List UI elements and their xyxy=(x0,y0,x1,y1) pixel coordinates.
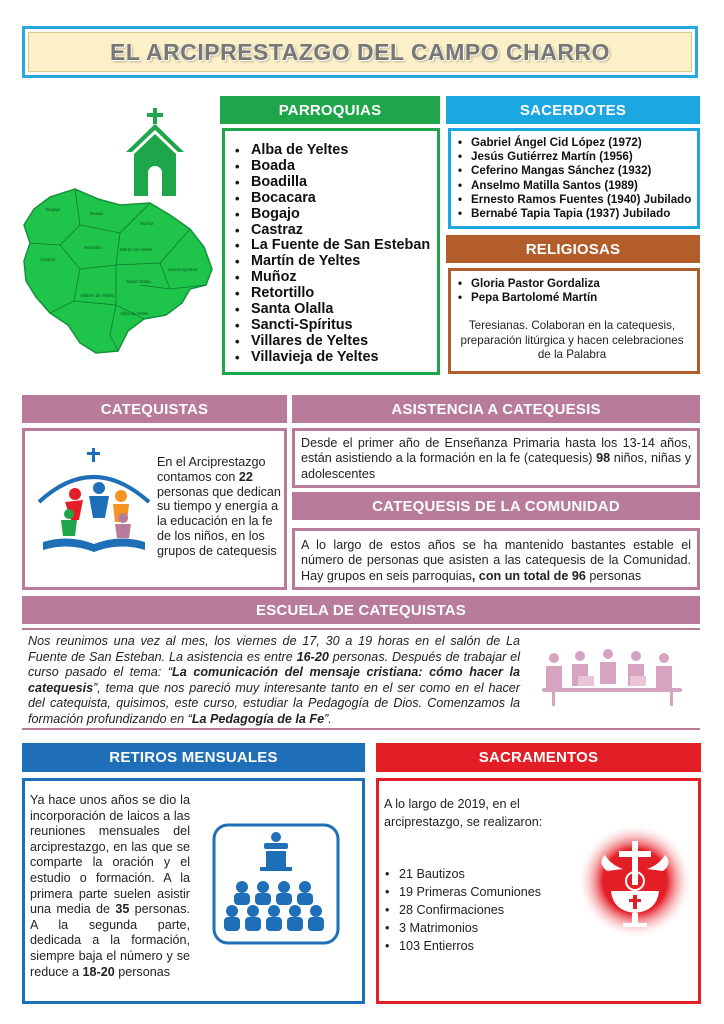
map-label: Retortillo xyxy=(84,245,102,250)
retiros-n1: 35 xyxy=(115,902,130,917)
list-item: • Martín de Yeltes xyxy=(229,254,431,270)
sacramentos-intro: A lo largo de 2019, en el arciprestazgo, se realizaron: xyxy=(384,797,543,829)
list-item: • Santa Olalla xyxy=(229,302,431,318)
list-item: • 3 Matrimonios xyxy=(381,919,561,937)
catequistas-header: CATEQUISTAS xyxy=(22,395,287,423)
religiosas-header: RELIGIOSAS xyxy=(446,235,700,263)
map-label: Alba de Yeltes xyxy=(120,311,149,316)
list-item: • Sancti-Spíritus xyxy=(229,318,431,334)
list-item: • 103 Entierros xyxy=(381,937,561,955)
retiros-header: RETIROS MENSUALES xyxy=(22,743,365,772)
comunidad-box xyxy=(292,528,700,590)
religiosas-note: Teresianas. Colaboran en la catequesis, preparación litúrgica y hacen celebraciones de la Palabra xyxy=(460,319,684,362)
nun-list xyxy=(453,277,691,305)
catequistas-text: En el Arciprestazgo contamos con 22 personas que dedican su tiempo y energía a la educación en la fe de los niños, en los grupos de catequesis xyxy=(157,455,281,558)
escuela-text: Nos reunimos una vez al mes, los viernes de 17, 30 a 19 horas en el salón de La Fuente de San Esteban. La asistencia es entre 16-20 personas. Después de trabajar el curso pasado el tema: “La comunicación del mensaje cristiana: cómo hacer la catequesis”, tema que nos pareció muy interesante tanto en el ser como en el hacer del catequista, quisimos, este curso, estudiar la Pedagogía de Dios. Comenzamos la formación profundizando en “La Pedagogía de la Fe”. xyxy=(28,634,520,726)
list-item: • Gloria Pastor Gordaliza xyxy=(453,277,691,291)
map-label: Santa Olalla xyxy=(126,279,151,284)
sacerdotes-header: SACERDOTES xyxy=(446,96,700,124)
map-label: Sancti-Spíritus xyxy=(168,267,198,272)
list-item: • Villavieja de Yeltes xyxy=(229,350,431,366)
list-item: • Bogajo xyxy=(229,207,431,223)
list-item: • Jesús Gutiérrez Martín (1956) xyxy=(453,150,693,164)
religiosas-box xyxy=(448,268,700,374)
retiros-n2: 18-20 xyxy=(82,964,115,979)
list-item: • Pepa Bartolomé Martín xyxy=(453,291,691,305)
priest-list xyxy=(453,136,693,221)
map-label: Muñoz xyxy=(140,221,154,226)
sacerdotes-box xyxy=(448,128,700,229)
list-item: • Castraz xyxy=(229,223,431,239)
map-label: Villares de Yeltes xyxy=(80,293,115,298)
list-item: • Gabriel Ángel Cid López (1972) xyxy=(453,136,693,150)
list-item: • Anselmo Matilla Santos (1989) xyxy=(453,179,693,193)
list-item: • Ceferino Mangas Sánchez (1932) xyxy=(453,164,693,178)
children-book-icon xyxy=(35,446,153,561)
parroquias-box xyxy=(222,128,440,375)
catequistas-box xyxy=(22,428,287,590)
sacraments-icon xyxy=(575,821,695,941)
asistencia-header: ASISTENCIA A CATEQUESIS xyxy=(292,395,700,423)
title-banner xyxy=(22,26,698,78)
list-item: • Bocacara xyxy=(229,191,431,207)
map-label: Castraz xyxy=(40,257,56,262)
list-item: • 28 Confirmaciones xyxy=(381,901,561,919)
sacramentos-header: SACRAMENTOS xyxy=(376,743,701,772)
list-item: • Boadilla xyxy=(229,175,431,191)
list-item: • 19 Primeras Comuniones xyxy=(381,883,561,901)
map-label: Bogajo xyxy=(46,207,61,212)
asistencia-count: 98 xyxy=(596,451,611,466)
comunidad-header: CATEQUESIS DE LA COMUNIDAD xyxy=(292,492,700,520)
escuela-box xyxy=(22,628,700,730)
comunidad-count: 96 xyxy=(571,568,586,583)
list-item: • Villares de Yeltes xyxy=(229,334,431,350)
parroquias-header: PARROQUIAS xyxy=(220,96,440,124)
catequistas-count: 22 xyxy=(238,469,253,484)
escuela-header: ESCUELA DE CATEQUISTAS xyxy=(22,596,700,624)
list-item: • Muñoz xyxy=(229,270,431,286)
escuela-theme2: La Pedagogía de la Fe xyxy=(191,711,325,726)
list-item: • Retortillo xyxy=(229,286,431,302)
list-item: • Boada xyxy=(229,159,431,175)
escuela-range: 16-20 xyxy=(296,649,329,664)
map-label: Boada xyxy=(90,211,104,216)
sacramentos-box xyxy=(376,778,701,1004)
asistencia-box xyxy=(292,428,700,488)
page-title: EL ARCIPRESTAZGO DEL CAMPO CHARRO xyxy=(28,32,692,72)
parish-list xyxy=(229,143,431,366)
list-item: • La Fuente de San Esteban xyxy=(229,238,431,254)
list-item: • 21 Bautizos xyxy=(381,865,561,883)
list-item: • Bernabé Tapia Tapia (1937) Jubilado xyxy=(453,207,693,221)
escuela-theme: La comunicación del mensaje cristiana: cómo hacer la catequesis xyxy=(28,665,520,695)
map-label: Martín de Yeltes xyxy=(120,247,153,252)
comunidad-text: A lo largo de estos años se ha mantenido bastantes estable el número de personas que asisten a las catequesis de la Comunidad. Hay grupos en seis parroquias, con un total de 96 personas xyxy=(301,538,691,583)
meeting-icon xyxy=(538,644,688,710)
list-item: • Ernesto Ramos Fuentes (1940) Jubilado xyxy=(453,193,693,207)
asistencia-text: Desde el primer año de Enseñanza Primaria hasta los 13-14 años, están asistiendo a la formación en la fe (catequesis) 98 niños, niñas y adolescentes xyxy=(301,436,691,481)
sacramentos-list xyxy=(381,865,561,955)
retiros-text: Ya hace unos años se dio la incorporación de laicos a las reuniones mensuales del arciprestazgo, en las que se comparte la oración y el estudio o formación. A la primera parte suelen asistir una media de 35 personas. A la segunda parte, dedicada a la formación, siempre baja el número y se reduce a 18-20 personas xyxy=(30,793,190,979)
assembly-icon xyxy=(212,823,340,945)
parish-map xyxy=(20,185,220,357)
list-item: • Alba de Yeltes xyxy=(229,143,431,159)
retiros-box xyxy=(22,778,365,1004)
